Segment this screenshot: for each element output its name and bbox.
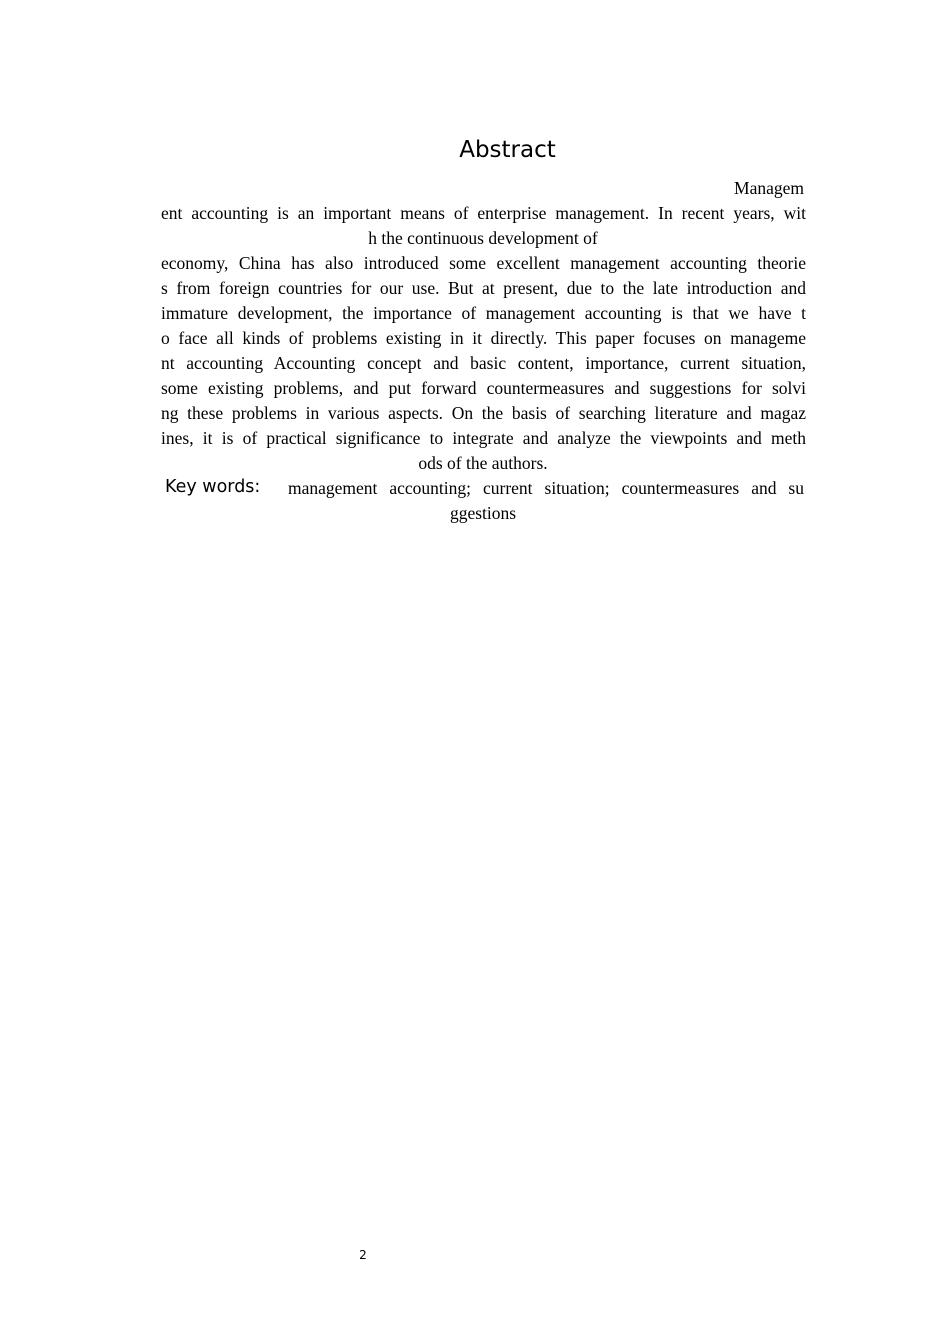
keywords-row (158, 476, 808, 501)
abstract-line: some existing problems, and put forward countermeasures and suggestions for solvi (161, 378, 806, 398)
abstract-line: o face all kinds of problems existing in it directly. This paper focuses on manageme (161, 328, 806, 348)
abstract-line: h the continuous development of (368, 228, 598, 248)
abstract-line: ods of the authors. (418, 453, 548, 473)
keywords-text-continued: ggestions (449, 503, 517, 523)
abstract-line: economy, China has also introduced some excellent management accounting theorie (161, 253, 806, 273)
abstract-title: Abstract (459, 137, 556, 163)
abstract-line: nt accounting Accounting concept and basic content, importance, current situation, (161, 353, 806, 373)
abstract-line: ng these problems in various aspects. On the basis of searching literature and magaz (161, 403, 806, 423)
abstract-line: Managem (734, 178, 804, 198)
abstract-line: ines, it is of practical significance to integrate and analyze the viewpoints and meth (161, 428, 806, 448)
page-number: 2 (359, 1248, 367, 1262)
abstract-line: ent accounting is an important means of enterprise management. In recent years, wit (161, 203, 806, 223)
keywords-text: management accounting; current situation; countermeasures and su (288, 478, 804, 498)
abstract-body (158, 176, 808, 526)
keywords-label: Key words: (165, 477, 261, 497)
abstract-line: s from foreign countries for our use. But at present, due to the late introduction and (161, 278, 806, 298)
abstract-line: immature development, the importance of management accounting is that we have t (161, 303, 806, 323)
